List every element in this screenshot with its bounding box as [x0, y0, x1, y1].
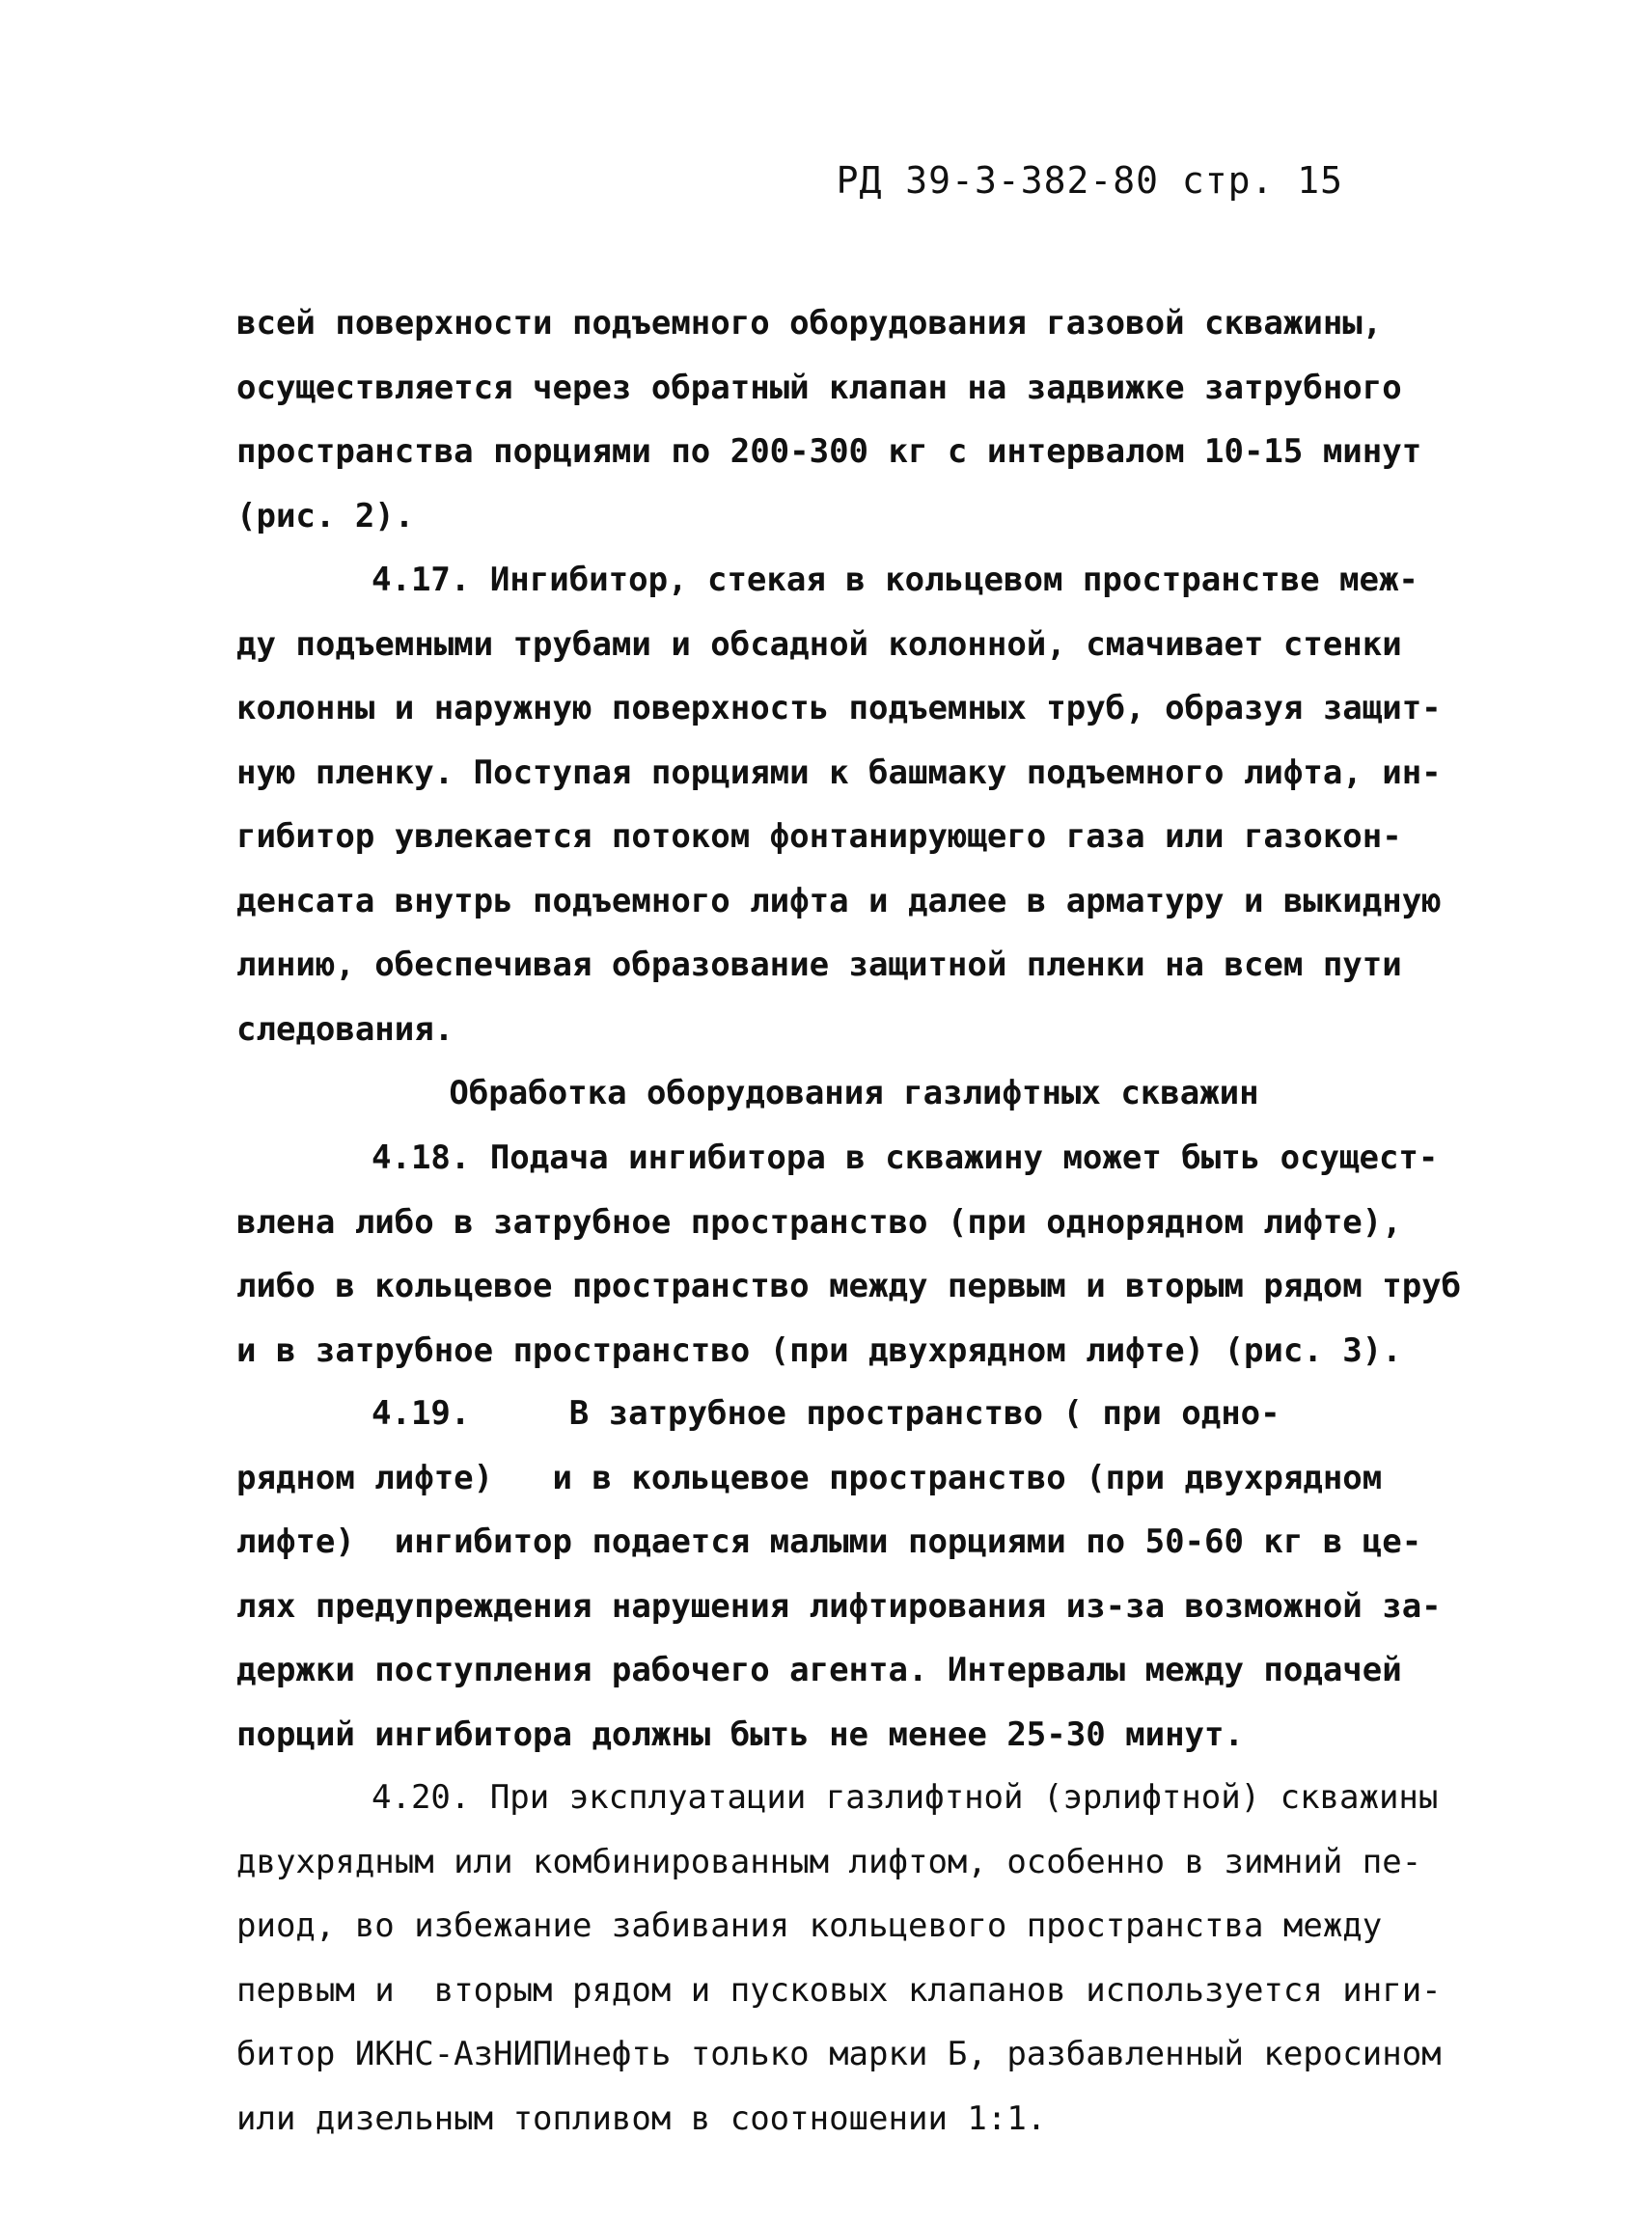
- paragraph-4-19: [236, 1382, 1472, 1767]
- paragraph-4-20: [236, 1766, 1472, 2151]
- text-line: лях предупреждения нарушения лифтирования из-за возможной за-: [236, 1586, 1442, 1626]
- text-line: колонны и наружную поверхность подъемных труб, образуя защит-: [236, 689, 1442, 727]
- text-line: 4.18. Подача ингибитора в скважину может быть осущест-: [372, 1138, 1439, 1177]
- text-line: гибитор увлекается потоком фонтанирующего газа или газокон-: [236, 817, 1402, 856]
- text-line: или дизельным топливом в соотношении 1:1.: [236, 2098, 1047, 2138]
- text-line: осуществляется через обратный клапан на задвижке затрубного: [236, 368, 1402, 407]
- paragraph-4-17: [236, 548, 1472, 1061]
- text-line: ду подъемными трубами и обсадной колонной, смачивает стенки: [236, 624, 1402, 664]
- text-line: 4.20. При эксплуатации газлифтной (эрлифтной) скважины: [372, 1778, 1439, 1817]
- text-line: порций ингибитора должны быть не менее 25-30 минут.: [236, 1714, 1244, 1754]
- text-line: ную пленку. Поступая порциями к башмаку подъемного лифта, ин-: [236, 753, 1442, 792]
- section-title: Обработка оборудования газлифтных скважин: [449, 1074, 1259, 1112]
- text-line: первым и вторым рядом и пусковых клапанов используется инги-: [236, 1970, 1442, 2010]
- paragraph-4-18: [236, 1126, 1472, 1383]
- text-line: рядном лифте) и в кольцевое пространство (при двухрядном: [236, 1458, 1383, 1497]
- paragraph-continuation: [236, 291, 1472, 548]
- text-line: битор ИКНС-АзНИПИнефть только марки Б, разбавленный керосином: [236, 2035, 1442, 2073]
- text-line: пространства порциями по 200-300 кг с интервалом 10-15 минут: [236, 432, 1422, 471]
- text-line: лифте) ингибитор подается малыми порциями по 50-60 кг в це-: [236, 1522, 1422, 1561]
- text-line: линию, обеспечивая образование защитной пленки на всем пути: [236, 946, 1402, 984]
- text-line: влена либо в затрубное пространство (при однорядном лифте),: [236, 1202, 1402, 1242]
- text-line: и в затрубное пространство (при двухрядном лифте) (рис. 3).: [236, 1330, 1402, 1370]
- text-line: двухрядным или комбинированным лифтом, особенно в зимний пе-: [236, 1842, 1422, 1881]
- text-line: (рис. 2).: [236, 496, 415, 535]
- text-line: риод, во избежание забивания кольцевого пространства между: [236, 1906, 1383, 1945]
- text-line: денсата внутрь подъемного лифта и далее в арматуру и выкидную: [236, 881, 1442, 920]
- text-line: 4.19. В затрубное пространство ( при одно-: [372, 1394, 1280, 1433]
- text-line: следования.: [236, 1009, 454, 1049]
- text-line: всей поверхности подъемного оборудования газовой скважины,: [236, 304, 1383, 343]
- text-line: держки поступления рабочего агента. Интервалы между подачей: [236, 1651, 1402, 1689]
- text-line: либо в кольцевое пространство между первым и вторым рядом труб: [236, 1267, 1462, 1305]
- page-header: РД 39-3-382-80 стр. 15: [836, 159, 1343, 202]
- section-heading: [236, 1061, 1472, 1126]
- text-line: 4.17. Ингибитор, стекая в кольцевом пространстве меж-: [372, 561, 1418, 599]
